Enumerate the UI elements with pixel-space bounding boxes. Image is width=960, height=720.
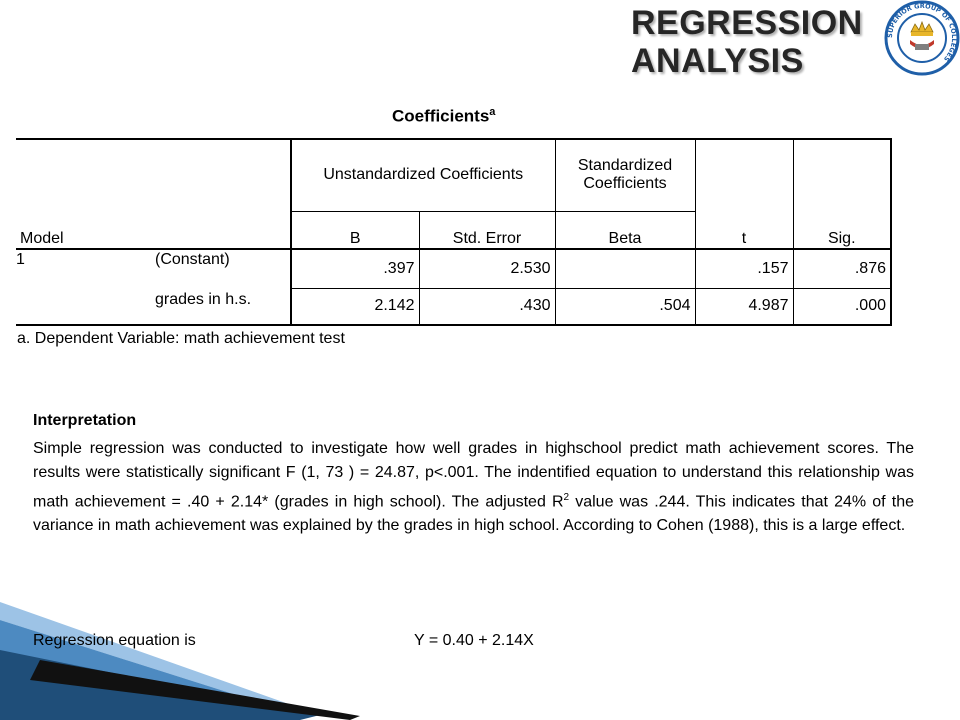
cell-beta: .504 — [555, 288, 695, 325]
slide-title — [631, 4, 863, 80]
interpretation-body — [33, 437, 914, 539]
interpretation-text-part2: value was .244. This indicates that 24% of the variance in math achievement was explained by the grades in high school. According to Cohen (1988), this is a large effect. — [33, 492, 914, 535]
cell-std-error: 2.530 — [419, 249, 555, 288]
interpretation-heading: Interpretation — [33, 412, 137, 429]
coefficients-title-sup: a — [489, 106, 496, 118]
header-unstandardized: Unstandardized Coefficients — [291, 139, 555, 211]
cell-b: .397 — [291, 249, 419, 288]
table-header-row-1 — [16, 139, 891, 211]
coefficients-title — [392, 106, 495, 127]
model-number: 1 — [16, 251, 25, 268]
interpretation-text-part1: Simple regression was conducted to investigate how well grades in highschool predict math achievement scores. The results were statistically significant F (1, 73 ) = 24.87, p<.001. The indentified equation to understand this relationship was math achievement = .40 + 2.14* (grades in high school). The adjusted R — [33, 440, 914, 510]
header-beta: Beta — [555, 211, 695, 249]
college-seal-icon — [884, 0, 960, 76]
decorative-swoosh — [0, 590, 360, 720]
seal-text: SUPERIOR GROUP OF COLLEGES — [885, 1, 959, 64]
header-b: B — [291, 211, 419, 249]
cell-beta — [555, 249, 695, 288]
equation-value: Y = 0.40 + 2.14X — [414, 632, 534, 649]
header-sig: Sig. — [793, 139, 891, 249]
row-label-constant: (Constant) — [155, 251, 230, 268]
coefficients-table — [16, 138, 892, 326]
header-std-error: Std. Error — [419, 211, 555, 249]
cell-t: .157 — [695, 249, 793, 288]
coefficients-title-text: Coefficients — [392, 106, 490, 126]
slide-title-line1: REGRESSION — [631, 4, 863, 42]
cell-std-error: .430 — [419, 288, 555, 325]
table-footnote: a. Dependent Variable: math achievement test — [17, 330, 345, 347]
equation-label: Regression equation is — [33, 632, 196, 649]
cell-t: 4.987 — [695, 288, 793, 325]
header-standardized: Standardized Coefficients — [555, 139, 695, 211]
header-t: t — [695, 139, 793, 249]
table-row — [16, 249, 891, 288]
row-label-grades: grades in h.s. — [155, 291, 252, 308]
model-cell — [16, 249, 291, 325]
interpretation-superscript: 2 — [563, 491, 570, 503]
cell-b: 2.142 — [291, 288, 419, 325]
cell-sig: .000 — [793, 288, 891, 325]
cell-sig: .876 — [793, 249, 891, 288]
header-model: Model — [16, 139, 291, 249]
slide-title-line2: ANALYSIS — [631, 42, 804, 80]
